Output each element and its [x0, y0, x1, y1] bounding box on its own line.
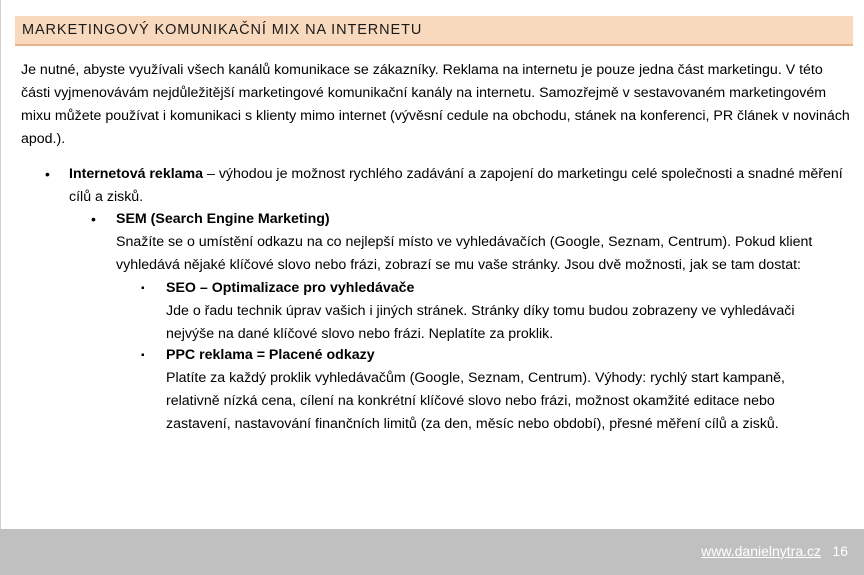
list-item-seo	[141, 277, 841, 346]
page-number: 16	[832, 543, 848, 559]
item-text: Jde o řadu technik úprav vašich i jiných stránek. Stránky díky tomu budou zobrazeny ve vyhledávači nejvýše na dané klíčové slovo nebo frázi. Neplatíte za proklik.	[166, 303, 795, 342]
item-label: PPC reklama = Placené odkazy	[166, 347, 375, 363]
item-label: SEO – Optimalizace pro vyhledávače	[166, 280, 415, 296]
bullet-icon: •	[45, 166, 50, 182]
list-level-3	[141, 344, 841, 436]
list-level-2	[91, 208, 831, 277]
list-item-ppc	[141, 344, 841, 436]
square-bullet-icon: ▪	[141, 283, 145, 294]
square-bullet-icon: ▪	[141, 350, 145, 361]
list-item-internet-advertising	[45, 163, 845, 209]
list-item-sem	[91, 208, 831, 277]
title-bar	[15, 16, 853, 46]
item-label: SEM (Search Engine Marketing)	[116, 211, 330, 227]
item-text: – výhodou je možnost rychlého zadávání a zapojení do marketingu celé společnosti a snadné měření cílů a zisků.	[69, 166, 843, 205]
bullet-icon: •	[91, 211, 96, 227]
item-text: Platíte za každý proklik vyhledávačům (Google, Seznam, Centrum). Výhody: rychlý start kampaně, relativně nízká cena, cílení na konkrétní klíčové slovo nebo frázi, možnost okamžité editace nebo zastavení, nastavování finančních limitů (za den, měsíc nebo období), přesné měření cílů a zisků.	[166, 370, 785, 432]
item-label: Internetová reklama	[69, 166, 204, 182]
item-text: Snažíte se o umístění odkazu na co nejlepší místo ve vyhledávačích (Google, Seznam, Centrum). Pokud klient vyhledává nějaké klíčové slovo nebo frázi, zobrazí se mu vaše stránky. Jsou dvě možnosti, jak se tam dostat:	[116, 234, 813, 273]
list-level-3	[141, 277, 841, 346]
page-title: MARKETINGOVÝ KOMUNIKAČNÍ MIX NA INTERNETU	[22, 22, 423, 38]
intro-paragraph: Je nutné, abyste využívali všech kanálů komunikace se zákazníky. Reklama na internetu je pouze jedna část marketingu. V této části vyjmenovávám nejdůležitější marketingové komunikační kanály na internetu. Samozřejmě v sestavovaném marketingovém mixu můžete používat i komunikaci s klienty mimo internet (vývěsní cedule na obchodu, stánek na konferenci, PR článek v novinách apod.).	[21, 62, 850, 147]
list-level-1	[45, 163, 845, 209]
footer	[0, 529, 864, 575]
website-link[interactable]: www.danielnytra.cz	[701, 543, 821, 559]
